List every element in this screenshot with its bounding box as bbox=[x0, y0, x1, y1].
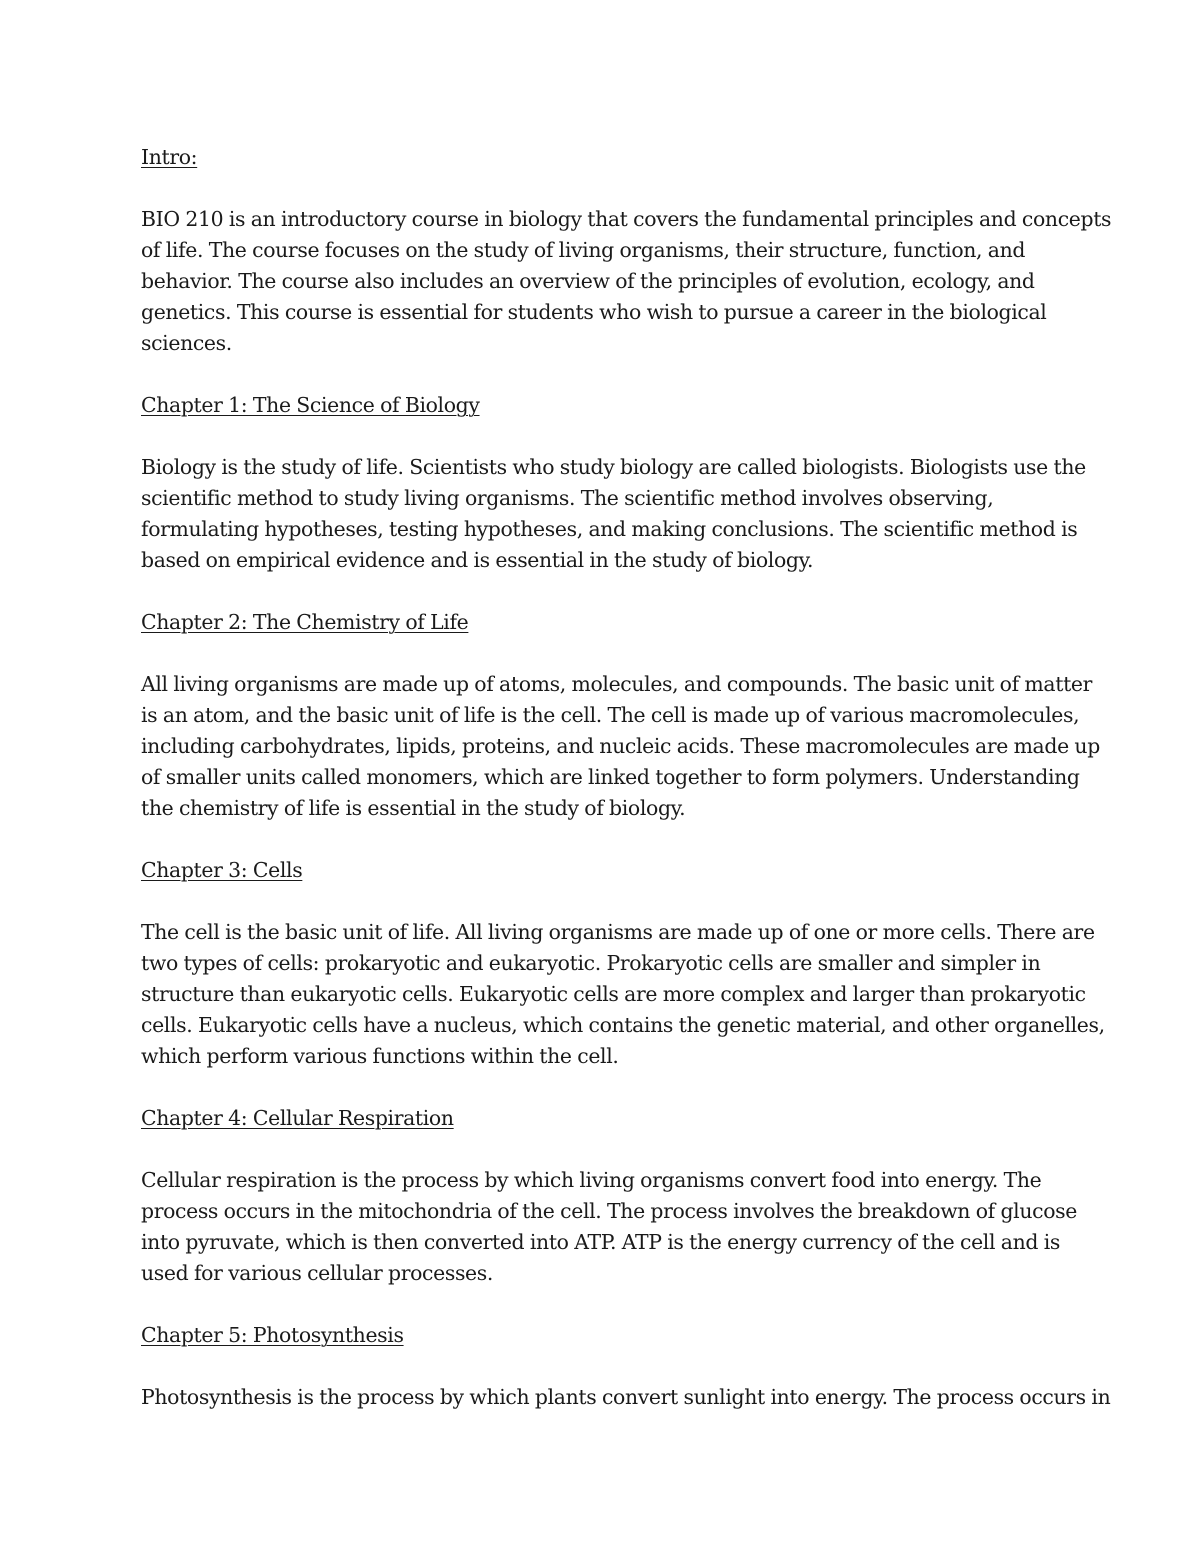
paragraph-line: sciences. bbox=[141, 331, 232, 355]
paragraph-line: BIO 210 is an introductory course in biology that covers the fundamental principles and concepts bbox=[141, 207, 1112, 231]
section-heading-chapter-3: Chapter 3: Cells bbox=[141, 858, 303, 882]
paragraph-line: scientific method to study living organisms. The scientific method involves observing, bbox=[141, 486, 994, 510]
paragraph-line: the chemistry of life is essential in the study of biology. bbox=[141, 796, 686, 820]
section-heading-chapter-4: Chapter 4: Cellular Respiration bbox=[141, 1106, 454, 1130]
section-heading-chapter-1: Chapter 1: The Science of Biology bbox=[141, 393, 480, 417]
section-paragraph-chapter-5 bbox=[141, 1382, 1111, 1413]
document-body bbox=[141, 142, 1112, 1444]
paragraph-line: Biology is the study of life. Scientists who study biology are called biologists. Biologists use the bbox=[141, 455, 1086, 479]
section-paragraph-chapter-2 bbox=[141, 669, 1100, 824]
paragraph-line: used for various cellular processes. bbox=[141, 1261, 494, 1285]
paragraph-line: including carbohydrates, lipids, proteins, and nucleic acids. These macromolecules are made up bbox=[141, 734, 1100, 758]
section-heading-chapter-2: Chapter 2: The Chemistry of Life bbox=[141, 610, 469, 634]
paragraph-line: structure than eukaryotic cells. Eukaryotic cells are more complex and larger than prokaryotic bbox=[141, 982, 1086, 1006]
paragraph-line: genetics. This course is essential for students who wish to pursue a career in the biological bbox=[141, 300, 1047, 324]
paragraph-line: All living organisms are made up of atoms, molecules, and compounds. The basic unit of matter bbox=[141, 672, 1093, 696]
paragraph-line: cells. Eukaryotic cells have a nucleus, which contains the genetic material, and other organelles, bbox=[141, 1013, 1105, 1037]
section-paragraph-intro bbox=[141, 204, 1112, 359]
paragraph-line: of smaller units called monomers, which are linked together to form polymers. Understanding bbox=[141, 765, 1080, 789]
paragraph-line: of life. The course focuses on the study of living organisms, their structure, function, and bbox=[141, 238, 1026, 262]
paragraph-line: process occurs in the mitochondria of the cell. The process involves the breakdown of glucose bbox=[141, 1199, 1077, 1223]
paragraph-line: formulating hypotheses, testing hypotheses, and making conclusions. The scientific method is bbox=[141, 517, 1078, 541]
section-paragraph-chapter-4 bbox=[141, 1165, 1077, 1289]
paragraph-line: The cell is the basic unit of life. All living organisms are made up of one or more cells. There are bbox=[141, 920, 1095, 944]
section-heading-chapter-5: Chapter 5: Photosynthesis bbox=[141, 1323, 404, 1347]
paragraph-line: behavior. The course also includes an overview of the principles of evolution, ecology, and bbox=[141, 269, 1035, 293]
paragraph-line: based on empirical evidence and is essential in the study of biology. bbox=[141, 548, 814, 572]
section-heading-intro: Intro: bbox=[141, 145, 198, 169]
paragraph-line: two types of cells: prokaryotic and eukaryotic. Prokaryotic cells are smaller and simpler in bbox=[141, 951, 1041, 975]
section-paragraph-chapter-3 bbox=[141, 917, 1105, 1072]
paragraph-line: which perform various functions within the cell. bbox=[141, 1044, 619, 1068]
paragraph-line: is an atom, and the basic unit of life is the cell. The cell is made up of various macromolecules, bbox=[141, 703, 1080, 727]
paragraph-line: Cellular respiration is the process by which living organisms convert food into energy. The bbox=[141, 1168, 1042, 1192]
paragraph-line: into pyruvate, which is then converted into ATP. ATP is the energy currency of the cell and is bbox=[141, 1230, 1060, 1254]
paragraph-line: Photosynthesis is the process by which plants convert sunlight into energy. The process occurs in bbox=[141, 1385, 1111, 1409]
section-paragraph-chapter-1 bbox=[141, 452, 1086, 576]
